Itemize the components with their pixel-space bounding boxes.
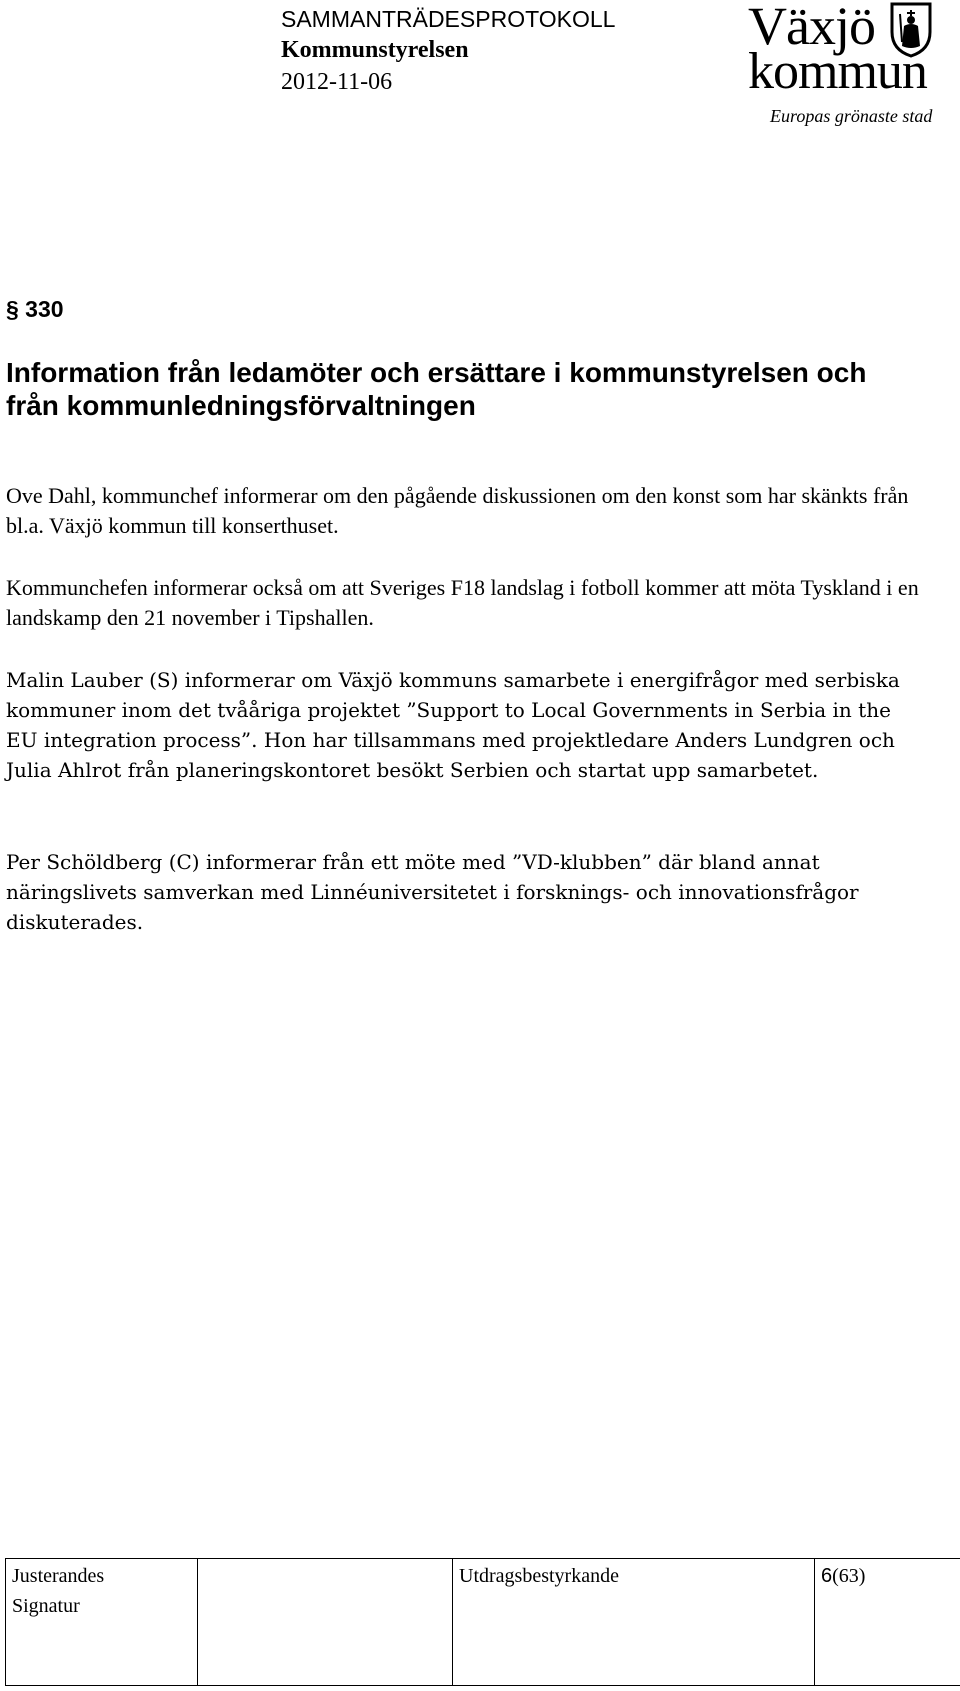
paragraph-1: Ove Dahl, kommunchef informerar om den pågående diskussionen om den konst som har skänkts från bl.a. Växjö kommun till konserthuset. xyxy=(6,483,909,538)
page-total: (63) xyxy=(832,1565,866,1587)
signature-box xyxy=(198,1559,453,1686)
justerandes-label: Justerandes xyxy=(12,1565,105,1587)
logo-word-kommun: kommun xyxy=(748,43,927,100)
signatur-label: Signatur xyxy=(12,1595,80,1617)
section-title: Information från ledamöter och ersättare i kommunstyrelsen och från kommunledningsförvaltningen xyxy=(6,357,867,421)
section-number: § 330 xyxy=(6,296,64,322)
vaxjo-kommun-logo xyxy=(748,0,958,130)
logo-tagline: Europas grönaste stad xyxy=(770,106,933,126)
justerandes-cell xyxy=(6,1559,198,1686)
utdragsbestyrkande-label: Utdragsbestyrkande xyxy=(459,1565,619,1587)
document-type: SAMMANTRÄDESPROTOKOLL xyxy=(281,6,616,32)
logo-word-vaxjo: Växjö xyxy=(748,0,875,56)
page-current: 6 xyxy=(821,1565,833,1587)
utdrag-cell xyxy=(453,1559,815,1686)
page-number-cell xyxy=(815,1559,960,1686)
paragraph-2: Kommunchefen informerar också om att Sveriges F18 landslag i fotboll kommer att möta Tyskland i en landskamp den 21 november i Tipshallen. xyxy=(6,575,919,630)
issuing-body: Kommunstyrelsen xyxy=(281,37,469,63)
document-header xyxy=(281,4,615,98)
signature-footer xyxy=(5,1558,960,1686)
paragraph-3: Malin Lauber (S) informerar om Växjö kommuns samarbete i energifrågor med serbiska kommuner inom det tvååriga projektet ”Support to Local Governments in Serbia in the EU integration process”. Hon har tillsammans med projektledare Anders Lundgren och Julia Ahlrot från planeringskontoret besökt Serbien och startat upp samarbetet. xyxy=(6,668,900,782)
paragraph-4: Per Schöldberg (C) informerar från ett möte med ”VD-klubben” där bland annat näringslivets samverkan med Linnéuniversitetet i forsknings- och innovationsfrågor diskuterades. xyxy=(6,850,859,934)
meeting-date: 2012-11-06 xyxy=(281,69,393,95)
